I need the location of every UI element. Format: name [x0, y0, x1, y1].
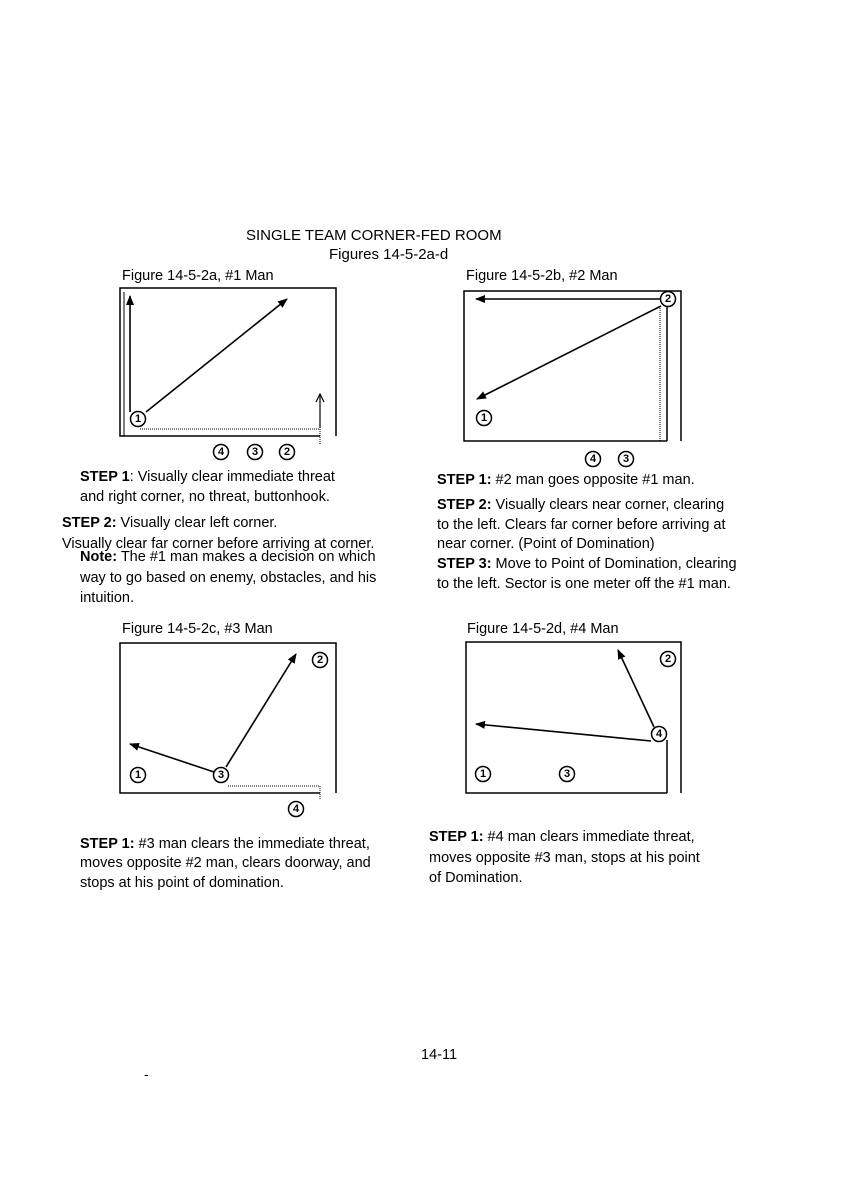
- b-step-3: STEP 3: Move to Point of Domination, clearing: [437, 556, 737, 572]
- d-num-3: 3: [563, 768, 571, 780]
- b-step-1: STEP 1: #2 man goes opposite #1 man.: [437, 472, 695, 488]
- c-step-1: STEP 1: #3 man clears the immediate threat,: [80, 836, 370, 852]
- figure-b-caption: Figure 14-5-2b, #2 Man: [466, 268, 618, 284]
- d-arrow-left: [476, 724, 651, 741]
- a-num-3: 3: [251, 446, 259, 458]
- b-step-2-cont-2: near corner. (Point of Domination): [437, 536, 655, 552]
- c-num-2: 2: [316, 654, 324, 666]
- d-num-2: 2: [664, 653, 672, 665]
- b-num-1: 1: [480, 412, 488, 424]
- a-step-1: STEP 1: Visually clear immediate threat: [80, 469, 335, 485]
- page-title: SINGLE TEAM CORNER-FED ROOM: [246, 227, 502, 244]
- c-num-3: 3: [217, 769, 225, 781]
- c-step-1-cont-1: moves opposite #2 man, clears doorway, and: [80, 855, 371, 871]
- figure-c-caption: Figure 14-5-2c, #3 Man: [122, 621, 273, 637]
- d-step-1-cont-2: of Domination.: [429, 870, 523, 886]
- page-subtitle: Figures 14-5-2a-d: [329, 246, 449, 263]
- c-num-4: 4: [292, 803, 300, 815]
- d-arrow-up: [618, 650, 654, 727]
- b-num-2: 2: [664, 293, 672, 305]
- figure-a-caption: Figure 14-5-2a, #1 Man: [122, 268, 274, 284]
- footer-mark: -: [144, 1066, 149, 1082]
- d-num-4: 4: [655, 728, 663, 740]
- d-step-1-cont-1: moves opposite #3 man, stops at his point: [429, 850, 700, 866]
- d-num-1: 1: [479, 768, 487, 780]
- page-number: 14-11: [421, 1047, 458, 1063]
- b-step-2: STEP 2: Visually clears near corner, clearing: [437, 497, 725, 513]
- a-step-2: STEP 2: Visually clear left corner.: [62, 515, 278, 531]
- d-step-1: STEP 1: #4 man clears immediate threat,: [429, 829, 695, 845]
- a-num-4: 4: [217, 446, 225, 458]
- figure-d-caption: Figure 14-5-2d, #4 Man: [467, 621, 619, 637]
- b-step-3-cont: to the left. Sector is one meter off the #1 man.: [437, 576, 731, 592]
- c-num-1: 1: [134, 769, 142, 781]
- c-step-1-cont-2: stops at his point of domination.: [80, 875, 284, 891]
- a-step-2-cont: Visually clear far corner before arriving at corner.: [62, 536, 375, 552]
- b-num-4: 4: [589, 453, 597, 465]
- a-note: Note: The #1 man makes a decision on which: [80, 549, 376, 565]
- b-arrow-diag: [477, 306, 661, 399]
- figure-a-room: [120, 288, 336, 444]
- a-num-2: 2: [283, 446, 291, 458]
- a-note-cont-1: way to go based on enemy, obstacles, and his: [80, 570, 377, 586]
- a-arrow-diag: [146, 299, 287, 412]
- a-step-1-cont: and right corner, no threat, buttonhook.: [80, 489, 330, 505]
- c-arrow-up: [226, 654, 296, 767]
- b-num-3: 3: [622, 453, 630, 465]
- a-note-cont-2: intuition.: [80, 590, 135, 606]
- a-num-1: 1: [134, 413, 142, 425]
- b-step-2-cont-1: to the left. Clears far corner before arriving at: [437, 517, 726, 533]
- figure-a-paths: [130, 296, 320, 428]
- figure-b-room: [464, 291, 681, 441]
